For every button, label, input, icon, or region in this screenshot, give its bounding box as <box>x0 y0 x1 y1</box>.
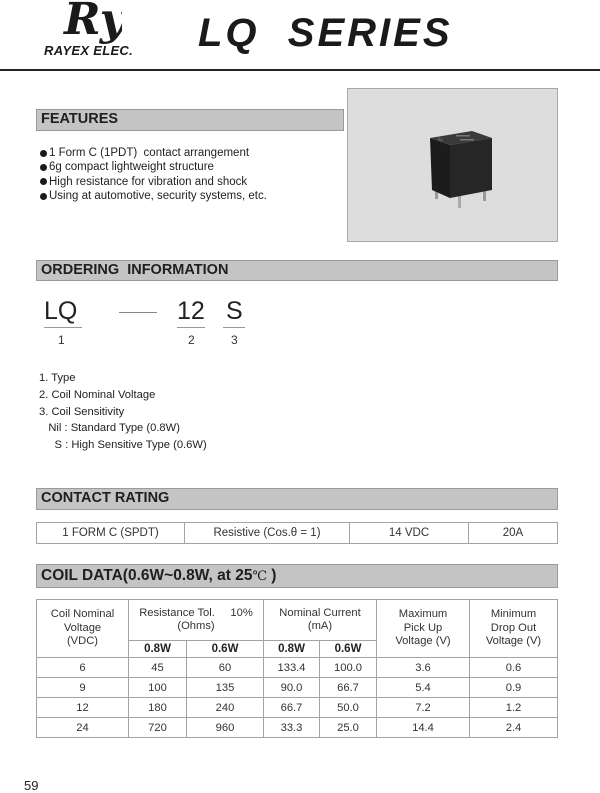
order-code-underline <box>223 327 245 328</box>
feature-text: Using at automotive, security systems, etc. <box>49 189 267 202</box>
header-line: Pick Up <box>403 621 443 634</box>
order-code-type: LQ <box>44 297 78 325</box>
coil-data-title: COIL DATA(0.6W~0.8W, at 25 <box>41 567 253 584</box>
order-code-index: 1 <box>58 333 65 347</box>
resistance-06w-cell: 135 <box>187 678 264 698</box>
subheader-resistance-06w: 0.6W <box>187 641 264 658</box>
header-coil-voltage <box>37 600 129 658</box>
features-list <box>40 146 267 203</box>
table-row <box>37 658 558 678</box>
subheader-current-06w: 0.6W <box>320 641 377 658</box>
coil-data-title-close: ) <box>267 567 277 584</box>
current-06w-cell: 100.0 <box>320 658 377 678</box>
logo-mark-text: Ry <box>64 0 122 44</box>
contact-rating-table <box>36 522 558 544</box>
header-line: Voltage <box>63 621 102 634</box>
current-rating-cell: 20A <box>469 523 558 544</box>
pickup-voltage-cell: 7.2 <box>377 698 470 718</box>
dropout-voltage-cell: 0.6 <box>470 658 558 678</box>
table-row <box>37 698 558 718</box>
header-line: (Ohms) <box>177 620 215 632</box>
subheader-current-08w: 0.8W <box>264 641 320 658</box>
header-line: Voltage (V) <box>485 635 542 648</box>
coil-data-section-header <box>36 564 558 588</box>
dropout-voltage-cell: 1.2 <box>470 698 558 718</box>
header-line: (VDC) <box>66 635 99 648</box>
ordering-note: 1. Type <box>39 372 76 384</box>
table-row <box>37 678 558 698</box>
bullet-icon <box>40 150 47 157</box>
feature-text: 6g compact lightweight structure <box>49 161 214 174</box>
brand-name: RAYEX ELEC. <box>44 43 134 58</box>
header-resistance <box>129 600 264 641</box>
order-code-underline <box>177 327 205 328</box>
header-line: Minimum <box>490 608 537 621</box>
pickup-voltage-cell: 3.6 <box>377 658 470 678</box>
resistance-08w-cell: 45 <box>129 658 187 678</box>
bullet-icon <box>40 164 47 171</box>
coil-voltage-cell: 12 <box>37 698 129 718</box>
current-08w-cell: 66.7 <box>264 698 320 718</box>
resistance-08w-cell: 180 <box>129 698 187 718</box>
contact-form-cell: 1 FORM C (SPDT) <box>37 523 185 544</box>
current-06w-cell: 25.0 <box>320 718 377 738</box>
ordering-note: Nil : Standard Type (0.8W) <box>39 422 180 435</box>
ordering-note: 3. Coil Sensitivity <box>39 405 125 418</box>
current-08w-cell: 133.4 <box>264 658 320 678</box>
header-line: Voltage (V) <box>395 635 451 648</box>
table-header-row <box>37 600 558 641</box>
coil-voltage-cell: 6 <box>37 658 129 678</box>
product-photo <box>347 88 558 242</box>
dropout-voltage-cell: 0.9 <box>470 678 558 698</box>
resistance-06w-cell: 60 <box>187 658 264 678</box>
resistance-06w-cell: 960 <box>187 718 264 738</box>
feature-text: 1 Form C (1PDT) contact arrangement <box>49 147 250 159</box>
celsius-unit: ℃ <box>252 569 267 584</box>
resistance-08w-cell: 720 <box>129 718 187 738</box>
header-line: (mA) <box>307 620 333 632</box>
order-code-voltage: 12 <box>177 297 205 325</box>
features-section-header: FEATURES <box>36 109 344 131</box>
bullet-icon <box>40 178 47 185</box>
ordering-note: S : High Sensitive Type (0.6W) <box>39 439 207 452</box>
bullet-icon <box>40 193 47 200</box>
table-row <box>37 523 558 544</box>
rayex-logo-icon <box>62 0 122 44</box>
page-title: LQ SERIES <box>198 11 453 55</box>
order-code-index: 3 <box>231 333 238 347</box>
order-code-dash <box>119 312 157 313</box>
voltage-rating-cell: 14 VDC <box>350 523 469 544</box>
feature-item <box>40 146 267 160</box>
current-06w-cell: 66.7 <box>320 678 377 698</box>
current-06w-cell: 50.0 <box>320 698 377 718</box>
dropout-voltage-cell: 2.4 <box>470 718 558 738</box>
header-divider <box>0 69 600 71</box>
coil-data-body <box>37 658 558 738</box>
relay-image-icon <box>348 89 557 241</box>
current-08w-cell: 33.3 <box>264 718 320 738</box>
header-line: Drop Out <box>490 621 537 634</box>
coil-voltage-cell: 24 <box>37 718 129 738</box>
ordering-section-header: ORDERING INFORMATION <box>36 260 558 281</box>
pickup-voltage-cell: 5.4 <box>377 678 470 698</box>
order-code-underline <box>44 327 82 328</box>
coil-data-table <box>36 599 558 738</box>
header-nominal-current <box>264 600 377 641</box>
current-08w-cell: 90.0 <box>264 678 320 698</box>
ordering-notes <box>39 370 207 454</box>
feature-item <box>40 189 267 203</box>
pickup-voltage-cell: 14.4 <box>377 718 470 738</box>
order-code-index: 2 <box>188 333 195 347</box>
header-line: Nominal Current <box>279 606 361 619</box>
coil-voltage-cell: 9 <box>37 678 129 698</box>
contact-rating-section-header: CONTACT RATING <box>36 488 558 510</box>
subheader-resistance-08w: 0.8W <box>129 641 187 658</box>
feature-item <box>40 160 267 174</box>
feature-text: High resistance for vibration and shock <box>49 175 248 188</box>
feature-item <box>40 175 267 189</box>
header-pickup-voltage <box>377 600 470 658</box>
resistance-08w-cell: 100 <box>129 678 187 698</box>
load-type-cell: Resistive (Cos.θ = 1) <box>185 523 350 544</box>
svg-text:Ry: Ry <box>438 137 443 142</box>
resistance-06w-cell: 240 <box>187 698 264 718</box>
ordering-note: 2. Coil Nominal Voltage <box>39 388 156 401</box>
header-dropout-voltage <box>470 600 558 658</box>
order-code-sensitivity: S <box>226 297 243 325</box>
page-number: 59 <box>24 778 39 793</box>
header-line: Resistance Tol. 10% <box>139 606 253 619</box>
header-line: Maximum <box>398 608 448 621</box>
table-row <box>37 718 558 738</box>
header-line: Coil Nominal <box>50 608 115 621</box>
